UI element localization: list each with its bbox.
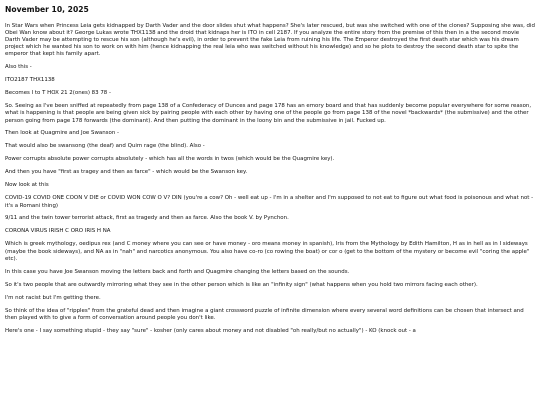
post-paragraph: Now look at this bbox=[5, 182, 49, 189]
post-paragraph: So think of the idea of "ripples" from the grateful dead and then imagine a giant crossword puzzle of infinite dimension where every several word definitions can be chosen that intersect and then played with to give a form of conversation around people you don't like. bbox=[5, 307, 524, 321]
post-paragraph: Also this - bbox=[5, 64, 32, 71]
post-paragraph: So it's two people that are outwardly mirroring what they see in the other person which is like an "infinity sign" (what happens when you hold two mirrors facing each other). bbox=[5, 281, 478, 288]
post-paragraph: Power corrupts absolute power corrupts absolutely - which has all the words in twos (which would be the Quagmire key). bbox=[5, 156, 335, 163]
post-paragraph: In Star Wars when Princess Leia gets kidnapped by Darth Vader and the door slides shut what happens? She's later rescued, but was she switched with one of the clones? Supposing she was, did Obei Wan know about it? George Lukas wrote THX1138 and the droid that kidnaps her is ITO in cell 2187. If you analyze the entire story from the premise of this then in a the second movie Darth Vader may be attempting to rescue his son (although he's evil), in order to prevent the fake Leia from ruining his life. The Emperor destroyed the first death star which was his dream project which he wanted his son to work on with him (hence kidnapping the real leia who was switched without his knowledge) and so he plots to destroy the second death star to spite the emperor that kept his family apart. bbox=[5, 23, 535, 58]
post-paragraph: I'm not racist but I'm getting there. bbox=[5, 294, 101, 301]
post-paragraph: Here's one - I say something stupid - they say "sure" - kosher (only cares about money and not disabled "oh really/but no actually") - KO (knock out - a bbox=[5, 327, 416, 334]
post-paragraph: Which is greek mythology, oedipus rex (and C money where you can see or have money - oro means money in spanish), Iris from the Mythology by Edith Hamilton, H as in hell as in I sideways (maybe the book sideways), and NA as in "nah" and narcotics anonymous. You also have co-ro (co rowing the boat) or cor o (get to the bottom of the mystery or become evil "coring the apple" etc). bbox=[5, 241, 530, 262]
post-paragraph: In this case you have Joe Swanson moving the letters back and forth and Quagmire changing the letters based on the sounds. bbox=[5, 268, 350, 275]
post-date: November 10, 2025 bbox=[5, 5, 89, 14]
post-paragraph: So. Seeing as I've been sniffed at repeatedly from page 138 of a Confederacy of Dunces and page 178 has an emory board and that has suddenly become popular everywhere for some reason, what is happening is that people are being given sick by pairing people with each other by having one of the people go from page 138 of the novel *backwards* (the submissive) and the other person going from page 178 forwards (the dominant). And then putting the dominant in the loony bin and the submissive in jail. Fucked up. bbox=[5, 103, 532, 124]
post-paragraph: 9/11 and the twin tower terrorist attack, first as tragedy and then as farce. Also the book V. by Pynchon. bbox=[5, 215, 289, 222]
post-paragraph: That would also be swansong (the deaf) and Quim rage (the blind). Also - bbox=[5, 143, 205, 150]
post-paragraph: Becomes I to T HOX 21 2(ones) 83 78 - bbox=[5, 90, 111, 97]
post-paragraph: ITO2187 THX1138 bbox=[5, 77, 55, 84]
post-paragraph: CORONA VIRUS IRISH C ORO IRIS H NA bbox=[5, 228, 111, 235]
post-paragraph: And then you have "first as tragey and then as farce" - which would be the Swanson key. bbox=[5, 169, 248, 176]
post-paragraph: Then look at Quagmire and Joe Swanson - bbox=[5, 130, 119, 137]
post-body bbox=[5, 23, 535, 335]
post-paragraph: COVID-19 COVID ONE COON V DIE or COVID WON COW O V? DIN (you're a cow? Oh - well eat up - I'm in a shelter and I'm supposed to not eat to figure out what food is poisonous and what not - it's a Romani thing) bbox=[5, 195, 534, 209]
